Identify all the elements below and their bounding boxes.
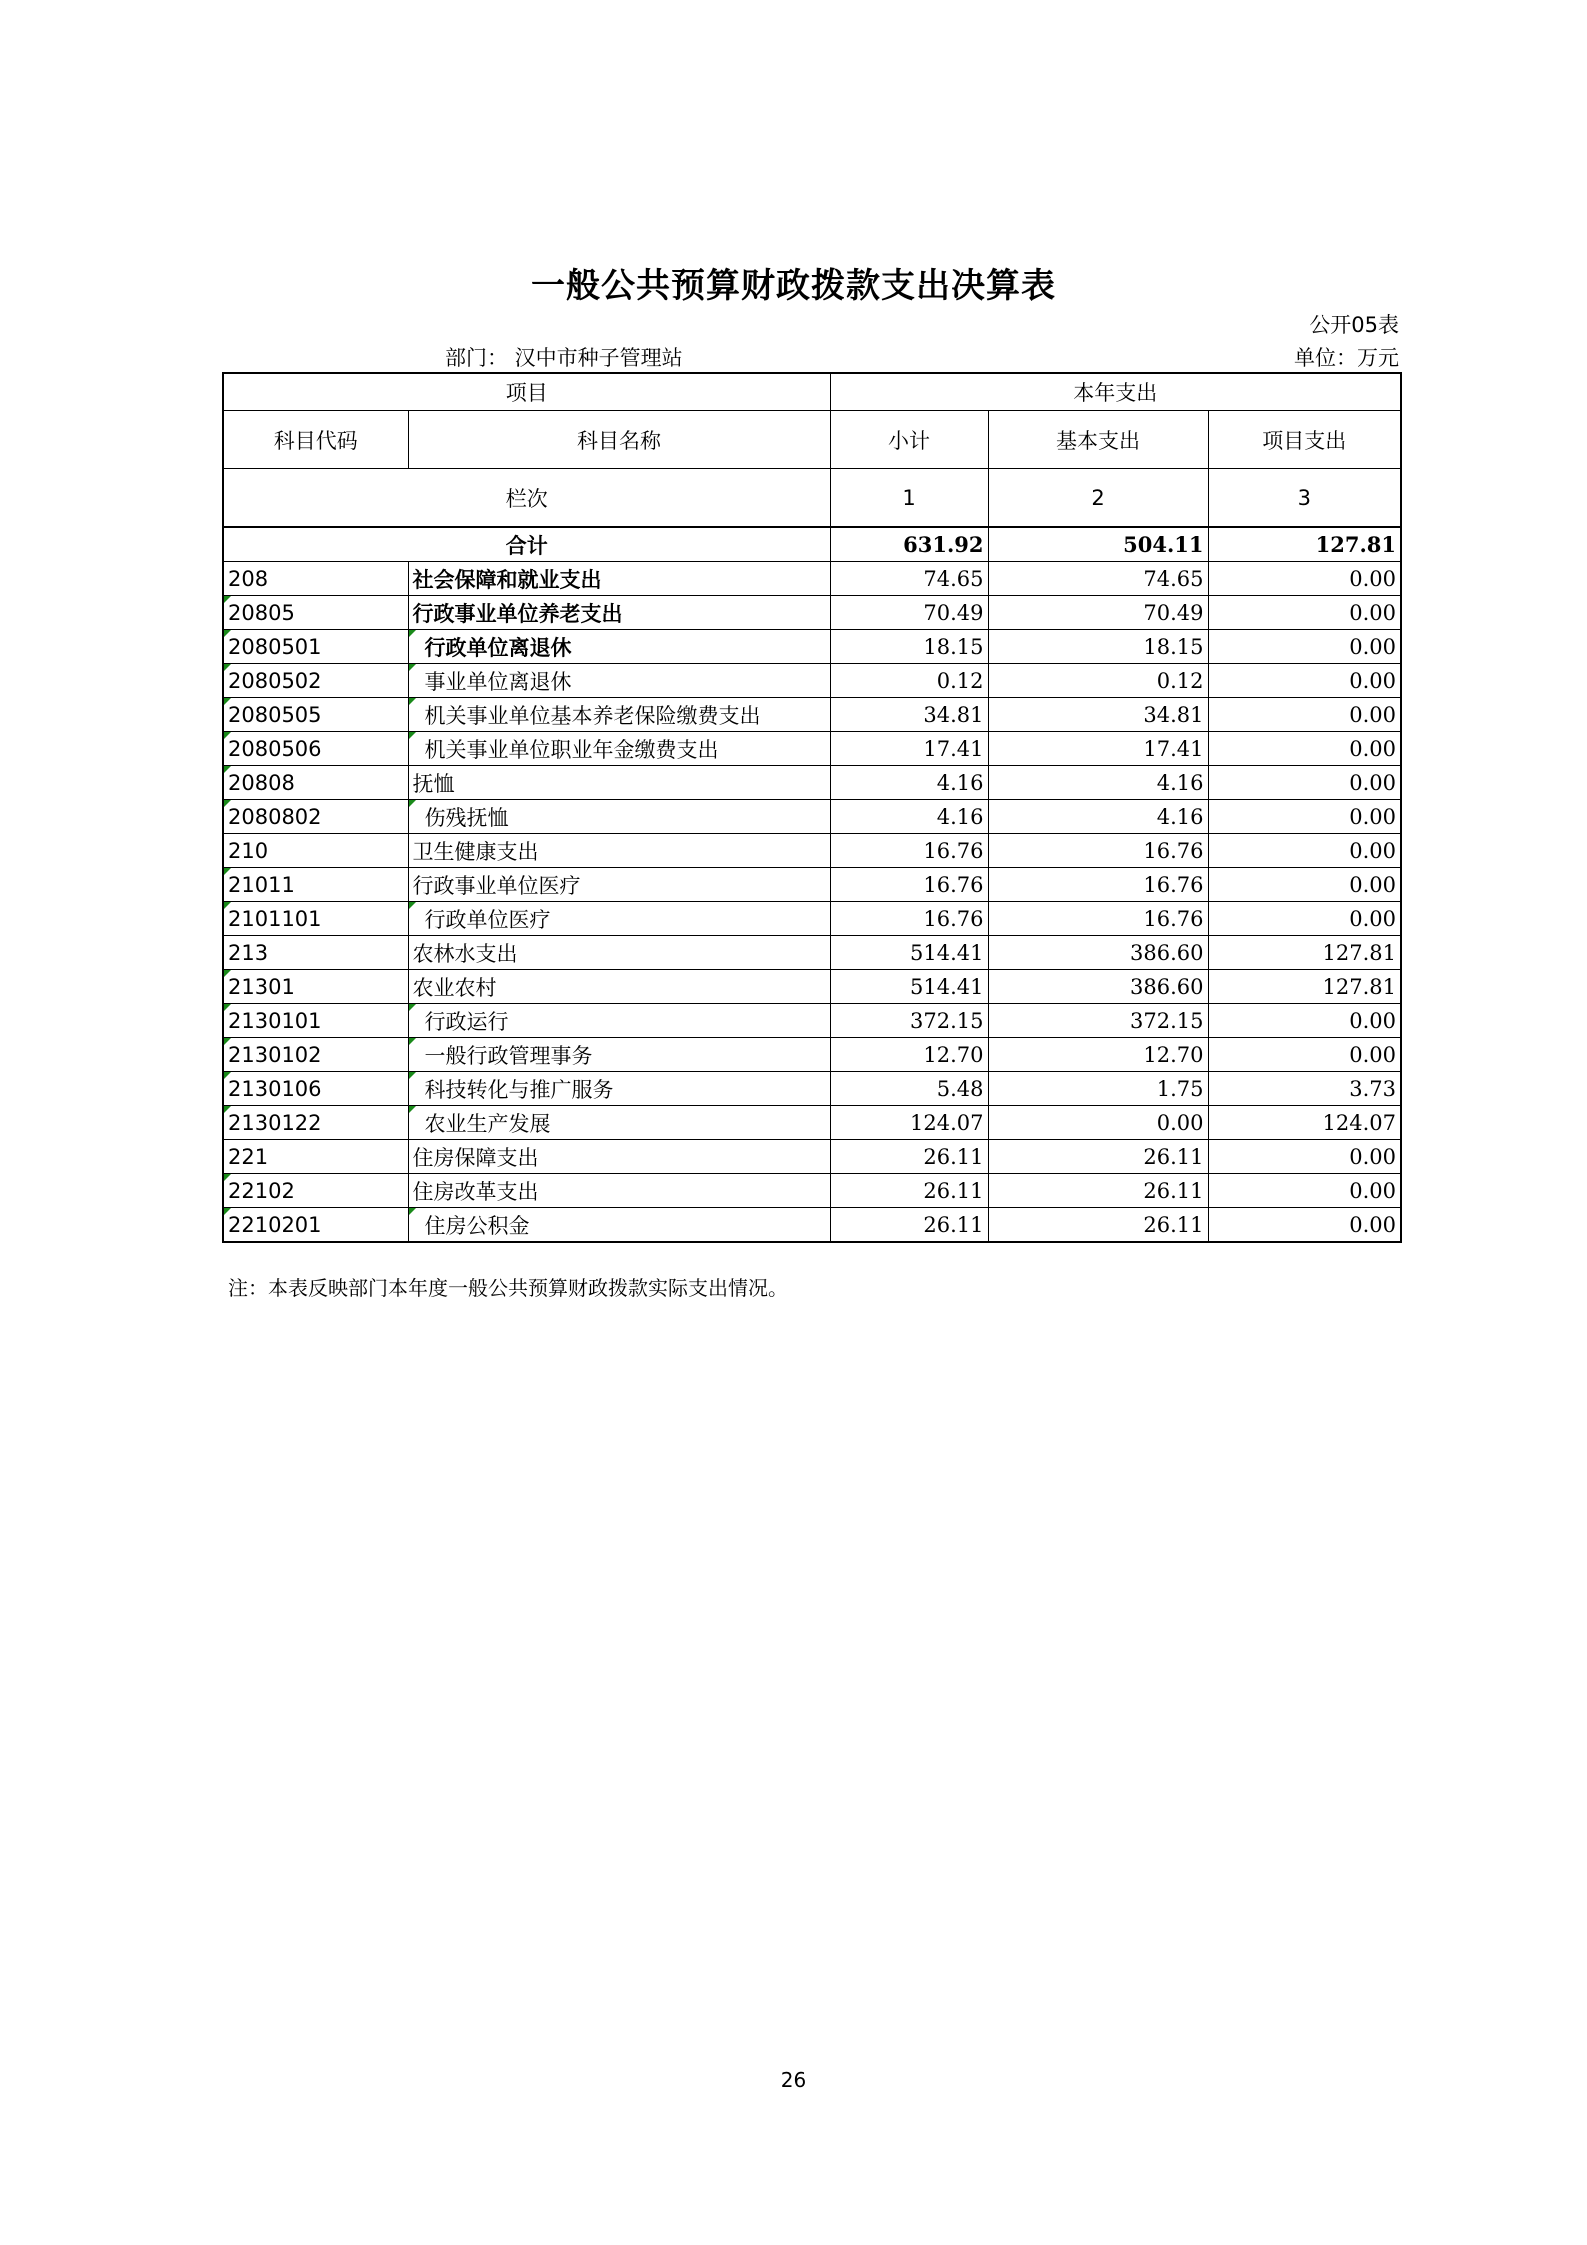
row-name: 行政运行 bbox=[408, 1004, 830, 1038]
column-1: 1 bbox=[830, 469, 988, 528]
header-current-year: 本年支出 bbox=[830, 373, 1401, 411]
cell-marker bbox=[409, 1038, 416, 1045]
total-basic: 504.11 bbox=[988, 527, 1208, 562]
cell-marker bbox=[224, 630, 231, 637]
table-row bbox=[223, 1208, 1401, 1243]
cell-marker bbox=[409, 800, 416, 807]
cell-marker bbox=[224, 1106, 231, 1113]
row-subtotal: 4.16 bbox=[830, 766, 988, 800]
table-row bbox=[223, 630, 1401, 664]
row-subtotal: 26.11 bbox=[830, 1140, 988, 1174]
row-project: 0.00 bbox=[1208, 834, 1401, 868]
row-basic: 1.75 bbox=[988, 1072, 1208, 1106]
row-code: 2130101 bbox=[223, 1004, 408, 1038]
row-name: 科技转化与推广服务 bbox=[408, 1072, 830, 1106]
row-project: 0.00 bbox=[1208, 766, 1401, 800]
row-name: 事业单位离退休 bbox=[408, 664, 830, 698]
row-code: 210 bbox=[223, 834, 408, 868]
row-name: 行政事业单位医疗 bbox=[408, 868, 830, 902]
table-row bbox=[223, 868, 1401, 902]
row-code: 2101101 bbox=[223, 902, 408, 936]
cell-marker bbox=[409, 732, 416, 739]
row-basic: 386.60 bbox=[988, 936, 1208, 970]
row-project: 124.07 bbox=[1208, 1106, 1401, 1140]
cell-marker bbox=[224, 698, 231, 705]
table-row bbox=[223, 936, 1401, 970]
cell-marker bbox=[409, 664, 416, 671]
row-subtotal: 372.15 bbox=[830, 1004, 988, 1038]
row-code: 2130102 bbox=[223, 1038, 408, 1072]
table-row bbox=[223, 562, 1401, 596]
row-project: 0.00 bbox=[1208, 596, 1401, 630]
cell-marker bbox=[224, 970, 231, 977]
row-name: 机关事业单位职业年金缴费支出 bbox=[408, 732, 830, 766]
row-project: 127.81 bbox=[1208, 970, 1401, 1004]
row-name: 抚恤 bbox=[408, 766, 830, 800]
cell-marker bbox=[224, 596, 231, 603]
table-row bbox=[223, 1140, 1401, 1174]
cell-marker bbox=[409, 902, 416, 909]
table-row bbox=[223, 664, 1401, 698]
row-subtotal: 26.11 bbox=[830, 1174, 988, 1208]
cell-marker bbox=[224, 902, 231, 909]
row-basic: 4.16 bbox=[988, 766, 1208, 800]
row-basic: 26.11 bbox=[988, 1174, 1208, 1208]
column-3: 3 bbox=[1208, 469, 1401, 528]
row-basic: 34.81 bbox=[988, 698, 1208, 732]
cell-marker bbox=[224, 868, 231, 875]
row-code: 21301 bbox=[223, 970, 408, 1004]
column-2: 2 bbox=[988, 469, 1208, 528]
row-basic: 0.00 bbox=[988, 1106, 1208, 1140]
row-project: 0.00 bbox=[1208, 732, 1401, 766]
row-subtotal: 16.76 bbox=[830, 868, 988, 902]
row-code: 22102 bbox=[223, 1174, 408, 1208]
row-code: 20808 bbox=[223, 766, 408, 800]
row-basic: 12.70 bbox=[988, 1038, 1208, 1072]
row-code: 2080505 bbox=[223, 698, 408, 732]
cell-marker bbox=[224, 1208, 231, 1215]
total-subtotal: 631.92 bbox=[830, 527, 988, 562]
row-project: 0.00 bbox=[1208, 800, 1401, 834]
row-project: 0.00 bbox=[1208, 1004, 1401, 1038]
row-name: 农业生产发展 bbox=[408, 1106, 830, 1140]
row-subtotal: 514.41 bbox=[830, 936, 988, 970]
row-basic: 4.16 bbox=[988, 800, 1208, 834]
row-name: 一般行政管理事务 bbox=[408, 1038, 830, 1072]
row-subtotal: 26.11 bbox=[830, 1208, 988, 1243]
row-code: 2080502 bbox=[223, 664, 408, 698]
row-name: 伤残抚恤 bbox=[408, 800, 830, 834]
row-subtotal: 34.81 bbox=[830, 698, 988, 732]
row-name: 行政单位离退休 bbox=[408, 630, 830, 664]
total-label: 合计 bbox=[223, 527, 830, 562]
table-row bbox=[223, 1106, 1401, 1140]
row-basic: 16.76 bbox=[988, 834, 1208, 868]
table-note: 注：本表反映部门本年度一般公共预算财政拨款实际支出情况。 bbox=[228, 1276, 788, 1300]
row-project: 0.00 bbox=[1208, 1208, 1401, 1243]
table-row bbox=[223, 698, 1401, 732]
row-code: 2130122 bbox=[223, 1106, 408, 1140]
header-project: 项目 bbox=[223, 373, 830, 411]
row-name: 农林水支出 bbox=[408, 936, 830, 970]
row-code: 2080802 bbox=[223, 800, 408, 834]
row-project: 127.81 bbox=[1208, 936, 1401, 970]
row-code: 213 bbox=[223, 936, 408, 970]
row-project: 0.00 bbox=[1208, 1174, 1401, 1208]
row-name: 行政单位医疗 bbox=[408, 902, 830, 936]
table-row bbox=[223, 970, 1401, 1004]
cell-marker bbox=[224, 732, 231, 739]
unit-label: 单位：万元 bbox=[1294, 346, 1399, 370]
table-row bbox=[223, 596, 1401, 630]
row-project: 0.00 bbox=[1208, 698, 1401, 732]
header-code: 科目代码 bbox=[223, 411, 408, 469]
table-row bbox=[223, 902, 1401, 936]
row-subtotal: 514.41 bbox=[830, 970, 988, 1004]
total-row bbox=[223, 527, 1401, 562]
cell-marker bbox=[224, 1038, 231, 1045]
table-row bbox=[223, 1174, 1401, 1208]
row-basic: 26.11 bbox=[988, 1208, 1208, 1243]
row-subtotal: 4.16 bbox=[830, 800, 988, 834]
row-subtotal: 17.41 bbox=[830, 732, 988, 766]
cell-marker bbox=[224, 1072, 231, 1079]
row-basic: 74.65 bbox=[988, 562, 1208, 596]
total-project: 127.81 bbox=[1208, 527, 1401, 562]
row-code: 2080501 bbox=[223, 630, 408, 664]
row-name: 住房改革支出 bbox=[408, 1174, 830, 1208]
row-code: 2080506 bbox=[223, 732, 408, 766]
row-name: 社会保障和就业支出 bbox=[408, 562, 830, 596]
cell-marker bbox=[409, 1208, 416, 1215]
row-project: 0.00 bbox=[1208, 1038, 1401, 1072]
row-code: 208 bbox=[223, 562, 408, 596]
header-row-2 bbox=[223, 411, 1401, 469]
row-code: 20805 bbox=[223, 596, 408, 630]
header-row-1 bbox=[223, 373, 1401, 411]
row-code: 2210201 bbox=[223, 1208, 408, 1243]
cell-marker bbox=[224, 800, 231, 807]
header-subtotal: 小计 bbox=[830, 411, 988, 469]
header-basic: 基本支出 bbox=[988, 411, 1208, 469]
row-basic: 26.11 bbox=[988, 1140, 1208, 1174]
row-subtotal: 16.76 bbox=[830, 834, 988, 868]
expenditure-table bbox=[222, 372, 1402, 1243]
page-number: 26 bbox=[780, 2068, 807, 2092]
row-code: 2130106 bbox=[223, 1072, 408, 1106]
row-subtotal: 5.48 bbox=[830, 1072, 988, 1106]
row-basic: 372.15 bbox=[988, 1004, 1208, 1038]
row-basic: 18.15 bbox=[988, 630, 1208, 664]
cell-marker bbox=[224, 1174, 231, 1181]
row-code: 221 bbox=[223, 1140, 408, 1174]
row-basic: 70.49 bbox=[988, 596, 1208, 630]
table-row bbox=[223, 1004, 1401, 1038]
cell-marker bbox=[409, 698, 416, 705]
row-name: 农业农村 bbox=[408, 970, 830, 1004]
page-title: 一般公共预算财政拨款支出决算表 bbox=[531, 266, 1056, 306]
table-row bbox=[223, 834, 1401, 868]
row-subtotal: 70.49 bbox=[830, 596, 988, 630]
table-row bbox=[223, 766, 1401, 800]
cell-marker bbox=[409, 1004, 416, 1011]
row-project: 0.00 bbox=[1208, 902, 1401, 936]
row-basic: 16.76 bbox=[988, 868, 1208, 902]
row-subtotal: 16.76 bbox=[830, 902, 988, 936]
cell-marker bbox=[224, 766, 231, 773]
row-basic: 386.60 bbox=[988, 970, 1208, 1004]
row-subtotal: 0.12 bbox=[830, 664, 988, 698]
row-subtotal: 124.07 bbox=[830, 1106, 988, 1140]
row-name: 卫生健康支出 bbox=[408, 834, 830, 868]
row-name: 行政事业单位养老支出 bbox=[408, 596, 830, 630]
row-basic: 16.76 bbox=[988, 902, 1208, 936]
row-project: 3.73 bbox=[1208, 1072, 1401, 1106]
table-body bbox=[223, 562, 1401, 1243]
cell-marker bbox=[224, 1004, 231, 1011]
row-basic: 17.41 bbox=[988, 732, 1208, 766]
row-name: 住房公积金 bbox=[408, 1208, 830, 1243]
cell-marker bbox=[409, 630, 416, 637]
table-row bbox=[223, 1038, 1401, 1072]
row-code: 21011 bbox=[223, 868, 408, 902]
cell-marker bbox=[409, 1072, 416, 1079]
row-project: 0.00 bbox=[1208, 630, 1401, 664]
table-row bbox=[223, 1072, 1401, 1106]
cell-marker bbox=[224, 664, 231, 671]
row-basic: 0.12 bbox=[988, 664, 1208, 698]
row-project: 0.00 bbox=[1208, 562, 1401, 596]
column-label: 栏次 bbox=[223, 469, 830, 528]
cell-marker bbox=[409, 1106, 416, 1113]
header-name: 科目名称 bbox=[408, 411, 830, 469]
row-project: 0.00 bbox=[1208, 664, 1401, 698]
header-project-exp: 项目支出 bbox=[1208, 411, 1401, 469]
table-row bbox=[223, 732, 1401, 766]
row-project: 0.00 bbox=[1208, 1140, 1401, 1174]
row-subtotal: 18.15 bbox=[830, 630, 988, 664]
row-name: 机关事业单位基本养老保险缴费支出 bbox=[408, 698, 830, 732]
form-number: 公开05表 bbox=[1309, 313, 1399, 337]
table-row bbox=[223, 800, 1401, 834]
header-row-3 bbox=[223, 469, 1401, 528]
row-name: 住房保障支出 bbox=[408, 1140, 830, 1174]
row-subtotal: 12.70 bbox=[830, 1038, 988, 1072]
department-label: 部门： 汉中市种子管理站 bbox=[445, 346, 683, 370]
row-subtotal: 74.65 bbox=[830, 562, 988, 596]
row-project: 0.00 bbox=[1208, 868, 1401, 902]
